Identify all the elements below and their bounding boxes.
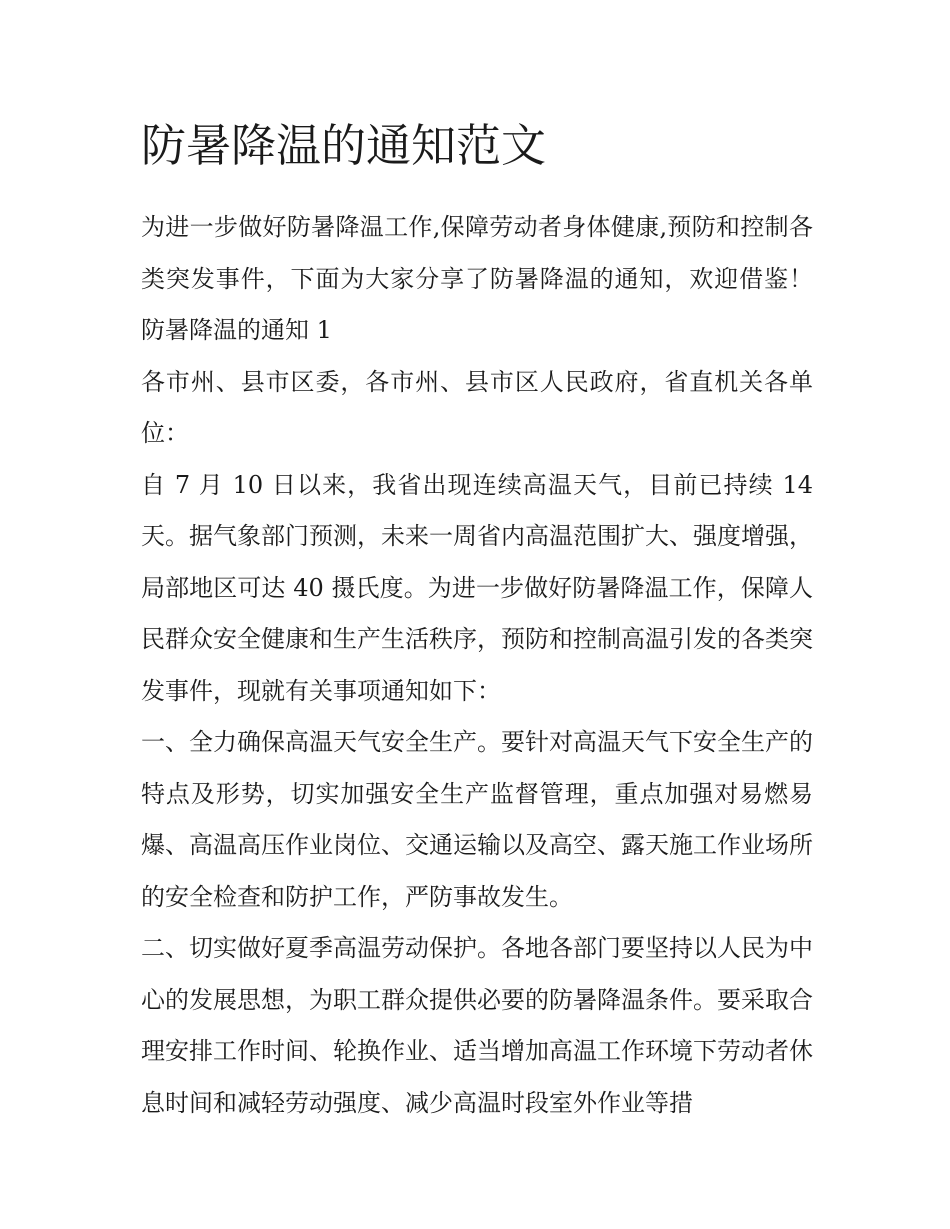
section-two-paragraph: 二、切实做好夏季高温劳动保护。各地各部门要坚持以人民为中心的发展思想，为职工群众提供必要的防暑降温条件。要采取合理安排工作时间、轮换作业、适当增加高温工作环境下劳动者休息时间和减轻劳动强度、减少高温时段室外作业等措 <box>141 934 813 1117</box>
section-one-paragraph: 一、全力确保高温天气安全生产。要针对高温天气下安全生产的特点及形势，切实加强安全生产监督管理，重点加强对易燃易爆、高温高压作业岗位、交通运输以及高空、露天施工作业场所的安全检查和防护工作，严防事故发生。 <box>141 728 813 911</box>
document-page <box>141 112 813 1129</box>
intro-paragraph: 为进一步做好防暑降温工作,保障劳动者身体健康,预防和控制各类突发事件，下面为大家分享了防暑降温的通知，欢迎借鉴！ 防暑降温的通知 1 <box>141 213 813 344</box>
document-title: 防暑降温的通知范文 <box>141 119 547 172</box>
background-paragraph: 自 7 月 10 日以来，我省出现连续高温天气，目前已持续 14 天。据气象部门预测，未来一周省内高温范围扩大、强度增强，局部地区可达 40 摄氏度。为进一步做好防暑降温工作，保障人民群众安全健康和生产生活秩序，预防和控制高温引发的各类突发事件，现就有关事项通知如下： <box>141 470 813 705</box>
addressee-paragraph: 各市州、县市区委，各市州、县市区人民政府，省直机关各单位： <box>141 367 813 447</box>
